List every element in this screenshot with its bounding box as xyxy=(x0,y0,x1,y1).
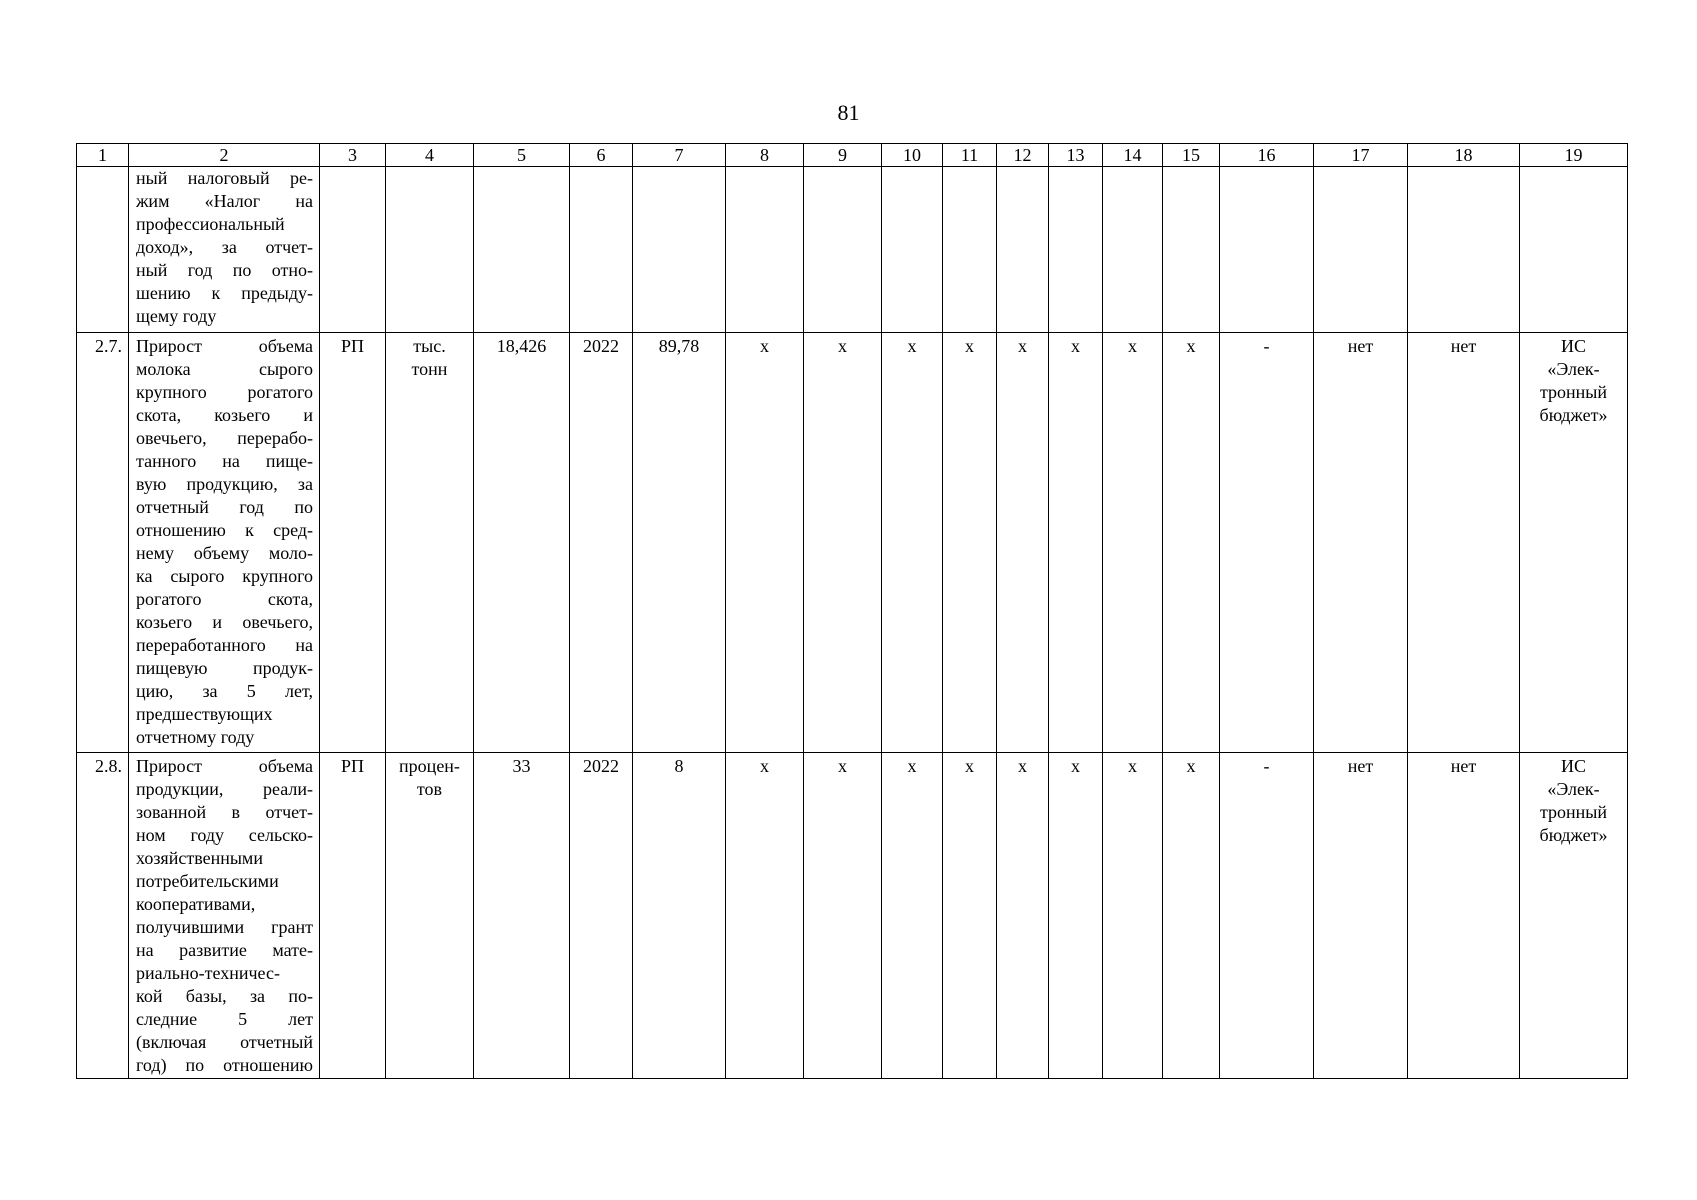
row-cell-8 xyxy=(726,167,804,333)
description-line: скота, козьего и xyxy=(136,405,313,425)
row-cell-9 xyxy=(804,167,882,333)
source-line: бюджет» xyxy=(1539,405,1608,425)
row-cell-12: х xyxy=(997,333,1049,753)
unit-line: тыс. xyxy=(413,336,446,356)
description-line: цию, за 5 лет, xyxy=(136,681,313,701)
column-number: 19 xyxy=(1520,144,1628,167)
row-cell-19 xyxy=(1520,167,1628,333)
description-line: на развитие мате- xyxy=(136,940,313,960)
description-line: продукции, реали- xyxy=(136,779,313,799)
description-line: крупного рогатого xyxy=(136,382,313,402)
row-cell-14 xyxy=(1103,167,1163,333)
description-line: отношению к сред- xyxy=(136,520,313,540)
column-number: 3 xyxy=(320,144,386,167)
column-number: 7 xyxy=(633,144,726,167)
description-line: отчетному году xyxy=(136,727,255,747)
row-base-value xyxy=(474,167,570,333)
description-line: овечьего, перерабо- xyxy=(136,428,313,448)
row-cell-12 xyxy=(997,167,1049,333)
description-line: отчетный год по xyxy=(136,497,313,517)
row-cell-18: нет xyxy=(1408,753,1520,1079)
description-line: ный год по отно- xyxy=(136,260,313,280)
row-cell-8: х xyxy=(726,333,804,753)
row-cell-10: х xyxy=(882,753,943,1079)
row-cell-13 xyxy=(1049,167,1103,333)
row-cell-17 xyxy=(1314,167,1408,333)
description-line: кооперативами, xyxy=(136,894,256,914)
row-cell-7: 89,78 xyxy=(633,333,726,753)
column-number: 4 xyxy=(386,144,474,167)
description-line: молока сырого xyxy=(136,359,313,379)
column-number: 6 xyxy=(570,144,633,167)
row-cell-15: х xyxy=(1163,753,1220,1079)
source-line: ИС xyxy=(1560,756,1586,776)
description-line: Прирост объема xyxy=(136,756,313,776)
description-line: вую продукцию, за xyxy=(136,474,313,494)
description-line: (включая отчетный xyxy=(136,1032,313,1052)
description-line: переработанного на xyxy=(136,635,313,655)
description-line: зованной в отчет- xyxy=(136,802,313,822)
row-cell-17: нет xyxy=(1314,333,1408,753)
table-row xyxy=(77,753,1628,1079)
description-line: риально-техничес- xyxy=(136,963,280,983)
source-line: ИС xyxy=(1560,336,1586,356)
description-line: ном году сельско- xyxy=(136,825,313,845)
source-line: «Элек- xyxy=(1547,359,1600,379)
description-line: предшествующих xyxy=(136,704,273,724)
column-numbers-row xyxy=(77,144,1628,167)
row-cell-13: х xyxy=(1049,753,1103,1079)
source-line: тронный xyxy=(1539,382,1608,402)
row-unit xyxy=(386,333,474,753)
column-number: 9 xyxy=(804,144,882,167)
row-description xyxy=(129,333,320,753)
column-number: 12 xyxy=(997,144,1049,167)
row-description xyxy=(129,167,320,333)
description-line: Прирост объема xyxy=(136,336,313,356)
description-line: жим «Налог на xyxy=(136,191,313,211)
source-line: тронный xyxy=(1539,802,1608,822)
unit-line: процен- xyxy=(399,756,460,776)
description-line: кой базы, за по- xyxy=(136,986,313,1006)
description-line: танного на пище- xyxy=(136,451,313,471)
row-cell-15 xyxy=(1163,167,1220,333)
row-cell-11: х xyxy=(943,753,997,1079)
row-base-year: 2022 xyxy=(570,753,633,1079)
row-cell-15: х xyxy=(1163,333,1220,753)
row-cell-14: х xyxy=(1103,753,1163,1079)
source-line: бюджет» xyxy=(1539,825,1608,845)
description-line: ка сырого крупного xyxy=(136,566,313,586)
row-level xyxy=(320,167,386,333)
row-cell-16 xyxy=(1220,167,1314,333)
column-number: 8 xyxy=(726,144,804,167)
description-line: ный налоговый ре- xyxy=(136,168,313,188)
description-line: потребительскими xyxy=(136,871,279,891)
description-line: доход», за отчет- xyxy=(136,237,313,257)
row-cell-16: - xyxy=(1220,333,1314,753)
row-id xyxy=(77,167,129,333)
row-level: РП xyxy=(320,333,386,753)
column-number: 5 xyxy=(474,144,570,167)
description-line: козьего и овечьего, xyxy=(136,612,313,632)
row-cell-7: 8 xyxy=(633,753,726,1079)
table-row xyxy=(77,333,1628,753)
column-number: 17 xyxy=(1314,144,1408,167)
source-line: «Элек- xyxy=(1547,779,1600,799)
column-number: 18 xyxy=(1408,144,1520,167)
row-cell-19 xyxy=(1520,753,1628,1079)
column-number: 10 xyxy=(882,144,943,167)
description-line: получившими грант xyxy=(136,917,313,937)
row-base-value: 18,426 xyxy=(474,333,570,753)
column-number: 1 xyxy=(77,144,129,167)
unit-line: тонн xyxy=(411,359,448,379)
row-base-year xyxy=(570,167,633,333)
column-number: 11 xyxy=(943,144,997,167)
row-id: 2.8. xyxy=(77,753,129,1079)
description-line: следние 5 лет xyxy=(136,1009,313,1029)
column-number: 2 xyxy=(129,144,320,167)
row-cell-8: х xyxy=(726,753,804,1079)
row-base-value: 33 xyxy=(474,753,570,1079)
row-unit xyxy=(386,753,474,1079)
column-number: 13 xyxy=(1049,144,1103,167)
row-cell-11: х xyxy=(943,333,997,753)
row-cell-7 xyxy=(633,167,726,333)
column-number: 15 xyxy=(1163,144,1220,167)
row-cell-13: х xyxy=(1049,333,1103,753)
page-number: 81 xyxy=(837,100,860,125)
row-cell-12: х xyxy=(997,753,1049,1079)
indicators-table xyxy=(76,143,1628,1079)
row-cell-11 xyxy=(943,167,997,333)
column-number: 14 xyxy=(1103,144,1163,167)
description-line: хозяйственными xyxy=(136,848,263,868)
row-base-year: 2022 xyxy=(570,333,633,753)
row-level: РП xyxy=(320,753,386,1079)
description-line: нему объему моло- xyxy=(136,543,313,563)
description-line: шению к предыду- xyxy=(136,283,313,303)
row-cell-19 xyxy=(1520,333,1628,753)
row-description xyxy=(129,753,320,1079)
row-cell-18: нет xyxy=(1408,333,1520,753)
row-cell-16: - xyxy=(1220,753,1314,1079)
column-number: 16 xyxy=(1220,144,1314,167)
description-line: рогатого скота, xyxy=(136,589,313,609)
row-cell-9: х xyxy=(804,333,882,753)
table-row xyxy=(77,167,1628,333)
unit-line: тов xyxy=(416,779,443,799)
row-cell-14: х xyxy=(1103,333,1163,753)
row-id: 2.7. xyxy=(77,333,129,753)
description-line: пищевую продук- xyxy=(136,658,313,678)
row-unit xyxy=(386,167,474,333)
row-cell-9: х xyxy=(804,753,882,1079)
row-cell-10: х xyxy=(882,333,943,753)
description-line: год) по отношению xyxy=(136,1055,313,1075)
description-line: профессиональный xyxy=(136,214,285,234)
row-cell-17: нет xyxy=(1314,753,1408,1079)
row-cell-10 xyxy=(882,167,943,333)
description-line: щему году xyxy=(136,306,217,326)
row-cell-18 xyxy=(1408,167,1520,333)
